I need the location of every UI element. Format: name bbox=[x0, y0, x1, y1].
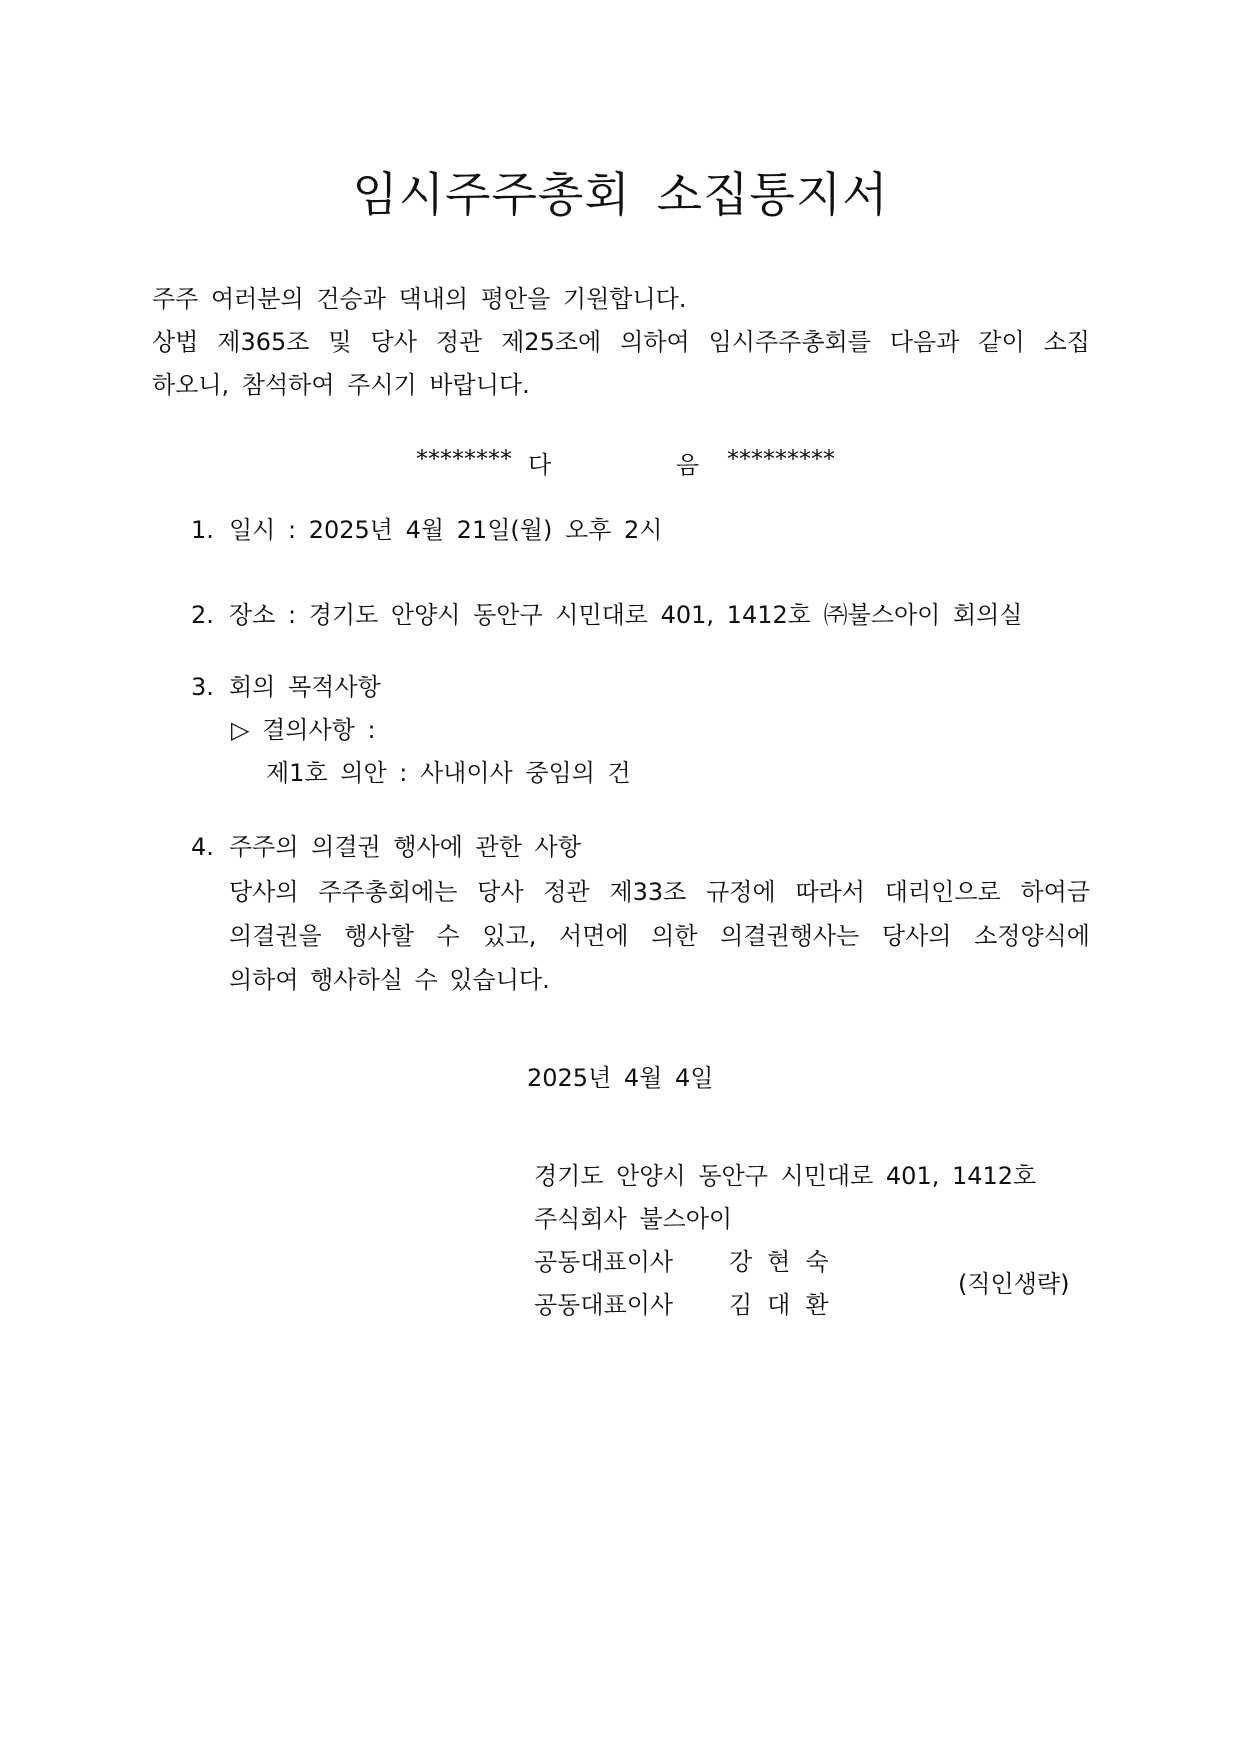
divider-stars-right: ********* bbox=[727, 445, 835, 473]
divider-stars-left: ******** bbox=[416, 445, 512, 473]
voting-line-1: 당사의 주주총회에는 당사 정관 제33조 규정에 따라서 대리인으로 하여금 bbox=[229, 878, 1090, 906]
rep1-name: 강현숙 bbox=[729, 1248, 844, 1276]
rep2-title: 공동대표이사 bbox=[534, 1291, 674, 1319]
notice-divider bbox=[0, 445, 1241, 479]
document-title: 임시주주총회 소집통지서 bbox=[352, 168, 889, 223]
voting-line-2: 의결권을 행사할 수 있고, 서면에 의한 의결권행사는 당사의 소정양식에 bbox=[229, 922, 1090, 950]
company-name: 주식회사 불스아이 bbox=[534, 1205, 733, 1233]
voting-rights-paragraph bbox=[229, 870, 1090, 1002]
greeting-paragraph bbox=[152, 278, 1090, 321]
greeting-text: 주주 여러분의 건승과 댁내의 평안을 기원합니다. bbox=[152, 285, 687, 313]
intro-line-1: 상법 제365조 및 당사 정관 제25조에 의하여 임시주주총회를 다음과 같이 소집 bbox=[152, 328, 1090, 356]
intro-paragraph bbox=[152, 321, 1090, 407]
item-text: 장소 : 경기도 안양시 동안구 시민대로 401, 1412호 ㈜불스아이 회의실 bbox=[229, 601, 1023, 629]
agenda-item-1: 제1호 의안 : 사내이사 중임의 건 bbox=[266, 759, 631, 787]
company-address: 경기도 안양시 동안구 시민대로 401, 1412호 bbox=[534, 1162, 1037, 1190]
rep2-name: 김대환 bbox=[729, 1291, 844, 1319]
item-text: 주주의 의결권 행사에 관한 사항 bbox=[229, 833, 581, 861]
divider-char-da: 다 bbox=[528, 451, 552, 479]
seal-omitted-note: (직인생략) bbox=[958, 1270, 1070, 1298]
voting-line-3: 의하여 행사하실 수 있습니다. bbox=[229, 966, 550, 994]
item-text: 회의 목적사항 bbox=[229, 673, 381, 701]
rep1-title: 공동대표이사 bbox=[534, 1248, 674, 1276]
item-text: 일시 : 2025년 4월 21일(월) 오후 2시 bbox=[229, 516, 663, 544]
item-number: 2. bbox=[191, 601, 214, 629]
notice-date: 2025년 4월 4일 bbox=[527, 1064, 714, 1092]
item-number: 3. bbox=[191, 673, 214, 701]
divider-char-eum: 음 bbox=[676, 451, 700, 479]
item-number: 1. bbox=[191, 516, 214, 544]
resolution-header: ▷ 결의사항 : bbox=[231, 716, 376, 744]
intro-line-2: 하오니, 참석하여 주시기 바랍니다. bbox=[152, 371, 530, 399]
item-number: 4. bbox=[191, 833, 214, 861]
